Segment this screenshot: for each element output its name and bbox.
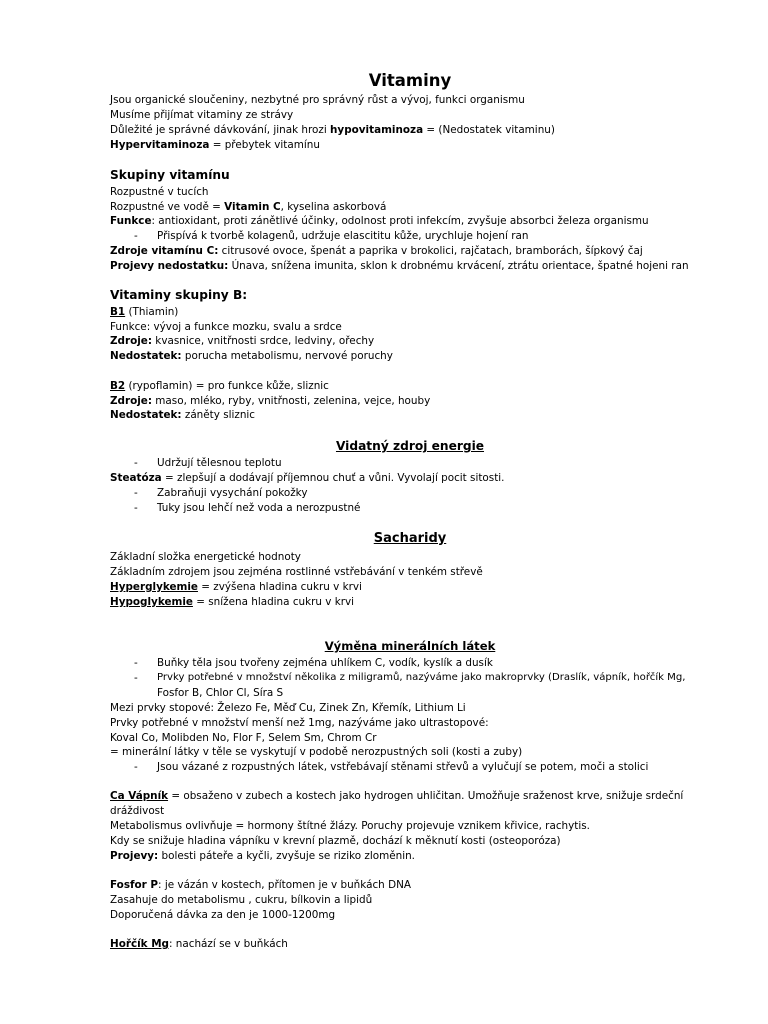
text: porucha metabolismu, nervové poruchy (181, 350, 393, 362)
b1-line (110, 305, 178, 320)
text: , kyselina askorbová (280, 201, 387, 213)
term-steatoza: Steatóza (110, 472, 162, 484)
text: Tuky jsou lehčí než voda a nerozpustné (157, 502, 361, 514)
text: Rozpustné ve vodě = (110, 201, 225, 213)
bullet-dash: - (134, 672, 138, 684)
groups-line-5 (110, 244, 643, 259)
text: Důležité je správné dávkování, jinak hrozi (110, 124, 331, 136)
text: citrusové ovoce, špenát a paprika v brokolici, rajčatach, bramborách, šípkový čaj (218, 245, 643, 257)
groups-line-3 (110, 214, 649, 229)
calcium-line-3: Metabolismus ovlivňuje = hormony štítné žlázy. Poruchy projevuje vznikem křivice, rachytis. (110, 820, 590, 832)
calcium-line-2: dráždivost (110, 805, 165, 817)
b2-nedostatek (110, 408, 255, 423)
minerals-line-5: Koval Co, Molibden No, Flor F, Selem Sm, Chrom Cr (110, 732, 377, 744)
minerals-line-6: = minerální látky v těle se vyskytují v podobě nerozpustných soli (kosti a zuby) (110, 746, 523, 758)
term-nedostatek: Nedostatek: (110, 409, 182, 421)
text: = přebytek vitamínu (209, 139, 320, 151)
text: (rypoflamin) = pro funkce kůže, sliznic (125, 380, 329, 392)
sach-line-4 (110, 595, 354, 610)
term-ca-vapnik: Ca Vápník (110, 790, 169, 802)
text: bolesti páteře a kyčli, zvyšuje se riziko zloměnin. (158, 850, 415, 862)
intro-line-4 (110, 138, 320, 153)
term-projevy: Projevy nedostatku: (110, 260, 229, 272)
heading-vitaminy-b: Vitaminy skupiny B: (110, 288, 248, 302)
term-hypoglykemie: Hypoglykemie (110, 596, 193, 608)
text: (Thiamin) (125, 306, 179, 318)
calcium-line-1 (110, 789, 683, 804)
term-zdroje: Zdroje: (110, 395, 152, 407)
groups-line-1: Rozpustné v tucích (110, 186, 209, 198)
term-hyperglykemie: Hyperglykemie (110, 581, 198, 593)
sach-line-2: Základním zdrojem jsou zejména rostlinné vstřebávání v tenkém střevě (110, 566, 483, 578)
term-hypervitaminoza: Hypervitaminoza (110, 139, 210, 151)
text: maso, mléko, ryby, vnitřnosti, zelenina, vejce, houby (152, 395, 431, 407)
term-fosfor-p: Fosfor P (110, 879, 159, 891)
term-vitamin-c: Vitamin C (224, 201, 281, 213)
term-zdroje: Zdroje: (110, 335, 152, 347)
bullet-dash: - (134, 487, 138, 499)
page-title: Vitaminy (368, 71, 452, 90)
intro-line-3 (110, 123, 555, 138)
text: = zlepšují a dodávají příjemnou chuť a vůni. Vyvolají pocit sitosti. (161, 472, 505, 484)
b1-zdroje (110, 334, 374, 349)
bullet-dash: - (134, 457, 138, 469)
term-b1: B1 (110, 306, 126, 318)
phosphor-line-1 (110, 878, 411, 893)
text: = obsaženo v zubech a kostech jako hydrogen uhličitan. Umožňuje sraženost krve, snižuje srdeční (168, 790, 684, 802)
text: : antioxidant, proti zánětlivé účinky, odolnost proti infekcím, zvyšuje absorbci železa organismu (151, 215, 649, 227)
text: záněty sliznic (181, 409, 256, 421)
intro-line-1: Jsou organické sloučeniny, nezbytné pro správný růst a vývoj, funkci organismu (110, 94, 525, 106)
text: kvasnice, vnitřnosti srdce, ledviny, ořechy (152, 335, 375, 347)
text: Přispívá k tvorbě kolagenů, udržuje elascititu kůže, urychluje hojení ran (157, 230, 529, 242)
energy-line-2 (110, 471, 504, 486)
text: Prvky potřebné v množství několika z miligramů, nazýváme jako makroprvky (Draslík, vápník, hořčík Mg, (157, 672, 686, 683)
term-funkce: Funkce (110, 215, 152, 227)
heading-skupiny-vitaminu: Skupiny vitamínu (110, 168, 230, 182)
b1-nedostatek (110, 349, 393, 364)
text: = snížena hladina cukru v krvi (192, 596, 355, 608)
text: Jsou vázané z rozpustných látek, vstřebávají stěnami střevů a vylučují se potem, moči a stolici (157, 761, 649, 773)
text: Zabraňuji vysychání pokožky (157, 487, 308, 499)
magnesium-line-1 (110, 937, 288, 952)
minerals-line-3: Mezi prvky stopové: Železo Fe, Měď Cu, Zinek Zn, Křemík, Lithium Li (110, 702, 466, 714)
term-nedostatek: Nedostatek: (110, 350, 182, 362)
text: Buňky těla jsou tvořeny zejména uhlíkem C, vodík, kyslík a dusík (157, 657, 493, 669)
b2-zdroje (110, 394, 430, 409)
minerals-line-4: Prvky potřebné v množství menší než 1mg, nazýváme jako ultrastopové: (110, 717, 489, 729)
bullet-dash: - (134, 761, 138, 773)
groups-line-6 (110, 259, 689, 274)
b1-funkce: Funkce: vývoj a funkce mozku, svalu a srdce (110, 321, 342, 333)
bullet-dash: - (134, 230, 138, 242)
phosphor-line-2: Zasahuje do metabolismu , cukru, bílkovin a lipidů (110, 894, 373, 906)
intro-line-2: Musíme přijímat vitaminy ze strávy (110, 109, 294, 121)
calcium-line-5 (110, 849, 415, 864)
calcium-line-4: Kdy se snižuje hladina vápníku v krevní plazmě, dochází k měknutí kosti (osteoporóza) (110, 835, 561, 847)
text: Udržují tělesnou teplotu (157, 457, 282, 469)
sach-line-3 (110, 580, 362, 595)
text: : je vázán v kostech, přítomen je v buňkách DNA (158, 879, 411, 891)
term-projevy: Projevy: (110, 850, 159, 862)
sach-line-1: Základní složka energetické hodnoty (110, 551, 301, 563)
heading-vidatny-zdroj-energie: Vidatný zdroj energie (335, 439, 485, 453)
term-horcik-mg: Hořčík Mg (110, 938, 169, 950)
term-zdroje: Zdroje vitamínu C: (110, 245, 219, 257)
bullet-dash: - (134, 502, 138, 514)
phosphor-line-3: Doporučená dávka za den je 1000-1200mg (110, 909, 336, 921)
term-b2: B2 (110, 380, 126, 392)
heading-vymena-mineralnich-latek: Výměna minerálních látek (324, 639, 496, 653)
groups-line-2 (110, 200, 386, 215)
b2-line (110, 379, 329, 394)
text: = (Nedostatek vitaminu) (423, 124, 555, 136)
bullet-dash: - (134, 657, 138, 669)
text: Fosfor B, Chlor Cl, Síra S (157, 687, 284, 699)
term-hypovitaminoza: hypovitaminoza (330, 124, 424, 136)
text: = zvýšena hladina cukru v krvi (197, 581, 362, 593)
heading-sacharidy: Sacharidy (373, 531, 447, 546)
text: Únava, snížena imunita, sklon k drobnému krvácení, ztrátu orientace, špatné hojeni ran (228, 260, 689, 272)
text: : nachází se v buňkách (169, 938, 288, 950)
